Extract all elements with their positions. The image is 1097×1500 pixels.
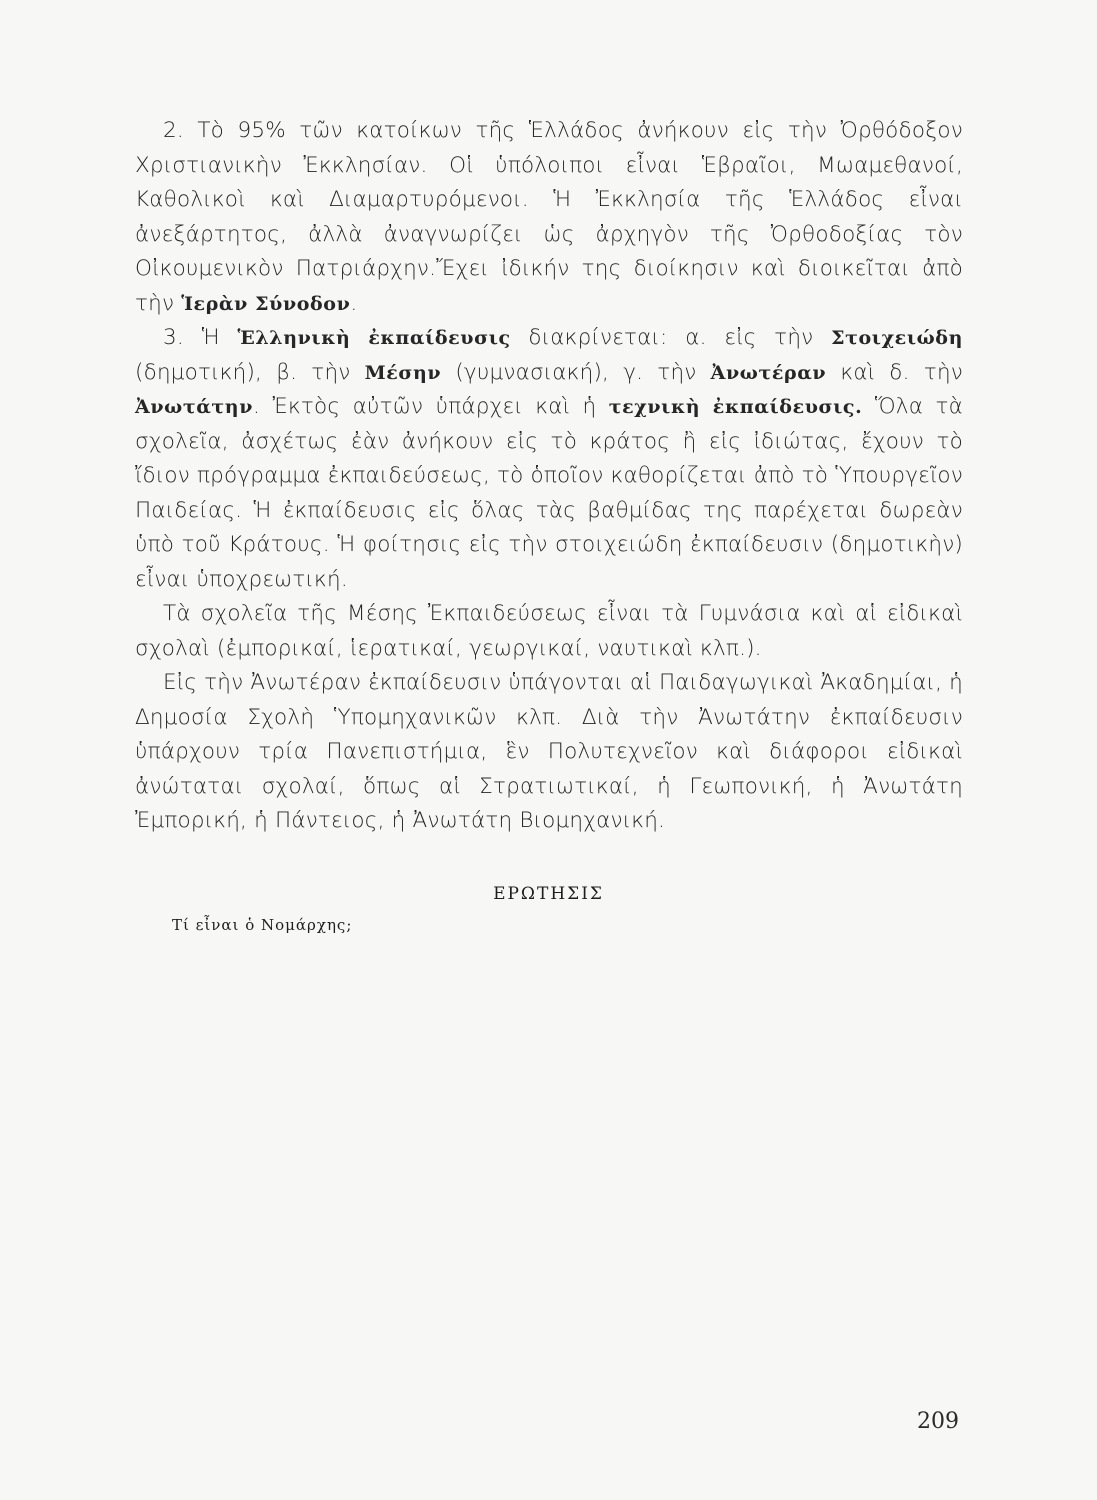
paragraph-higher-education: Εἰς τὴν Ἀνωτέραν ἐκπαίδευσιν ὑπάγονται αἱ Παιδαγωγικαὶ Ἀκαδημίαι, ἡ Δημοσία Σχολὴ Ὑπομηχανικῶν κλπ. Διὰ τὴν Ἀνωτάτην ἐκπαίδευσιν ὑπάρχουν τρία Πανεπιστήμια, ἓν Πολυτεχνεῖον καὶ διάφοροι εἰδικαὶ ἀνώταται σχολαί, ὅπως αἱ Στρατιωτικαί, ἡ Γεωπονική, ἡ Ἀνωτάτη Ἐμπορική, ἡ Πάντειος, ἡ Ἀνωτάτη Βιομηχανική. — [135, 670, 963, 833]
secondary-term: Μέσην — [364, 361, 442, 384]
paragraph-religion-text: 2. Τὸ 95% τῶν κατοίκων τῆς Ἑλλάδος ἀνήκουν εἰς τὴν Ὀρθόδοξον Χριστιανικὴν Ἐκκλησίαν. Οἱ ὑπόλοιποι εἶναι Ἑβραῖοι, Μωαμεθανοί, Καθολικοὶ καὶ Διαμαρτυρόμενοι. Ἡ Ἐκκλησία τῆς Ἑλλάδος εἶναι ἀνεξάρτητος, ἀλλὰ ἀναγνωρίζει ὡς ἀρχηγὸν τῆς Ὀρθοδοξίας τὸν Οἰκουμενικὸν Πατριάρχην.Ἔχει ἰδικήν της διοίκησιν καὶ διοικεῖται ἀπὸ τὴν — [135, 118, 963, 316]
holy-synod-term: Ἱερὰν Σύνοδον — [181, 292, 351, 315]
paragraph-education — [135, 321, 963, 597]
body-text — [135, 114, 963, 839]
education-text-4: (γυμνασιακή), γ. τὴν — [441, 359, 711, 385]
higher-term: Ἀνωτέραν — [710, 361, 827, 384]
elementary-term: Στοιχειώδη — [831, 327, 963, 349]
education-text-7: Ὅλα τὰ σχολεῖα, ἀσχέτως ἐὰν ἀνήκουν εἰς τὸ κράτος ἢ εἰς ἰδιώτας, ἔχουν τὸ ἴδιον πρόγραμμα ἐκπαιδεύσεως, τὸ ὁποῖον καθορίζεται ἀπὸ τὸ Ὑπουργεῖον Παιδείας. Ἡ ἐκπαίδευσις εἰς ὅλας τὰς βαθμίδας της παρέχεται δωρεὰν ὑπὸ τοῦ Κράτους. Ἡ φοίτησις εἰς τὴν στοιχειώδη ἐκπαίδευσιν (δημοτικὴν) εἶναι ὑποχρεωτική. — [135, 394, 963, 592]
education-text-5: καὶ δ. τὴν — [826, 359, 963, 385]
questions-heading: ΕΡΩΤΗΣΙΣ — [493, 884, 604, 904]
page-number: 209 — [917, 1409, 959, 1434]
paragraph-religion — [135, 114, 963, 321]
education-text-1: 3. Ἡ — [163, 325, 238, 350]
technical-education-term: τεχνικὴ ἐκπαίδευσις. — [608, 396, 863, 418]
education-text-2: διακρίνεται: α. εἰς τὴν — [510, 325, 832, 350]
highest-term: Ἀνωτάτην — [135, 396, 254, 418]
paragraph-secondary-schools: Τὰ σχολεῖα τῆς Μέσης Ἐκπαιδεύσεως εἶναι τὰ Γυμνάσια καὶ αἱ εἰδικαὶ σχολαὶ (ἐμπορικαί, ἱερατικαί, γεωργικαί, ναυτικαὶ κλπ.). — [135, 601, 963, 661]
greek-education-term: Ἑλληνικὴ ἐκπαίδευσις — [237, 327, 511, 349]
education-text-3: (δημοτική), β. τὴν — [135, 359, 365, 385]
paragraph-religion-end: . — [350, 290, 358, 316]
question-1: Τί εἶναι ὁ Νομάρχης; — [172, 916, 353, 934]
education-text-6: . Ἐκτὸς αὐτῶν ὑπάρχει καὶ ἡ — [253, 394, 609, 419]
